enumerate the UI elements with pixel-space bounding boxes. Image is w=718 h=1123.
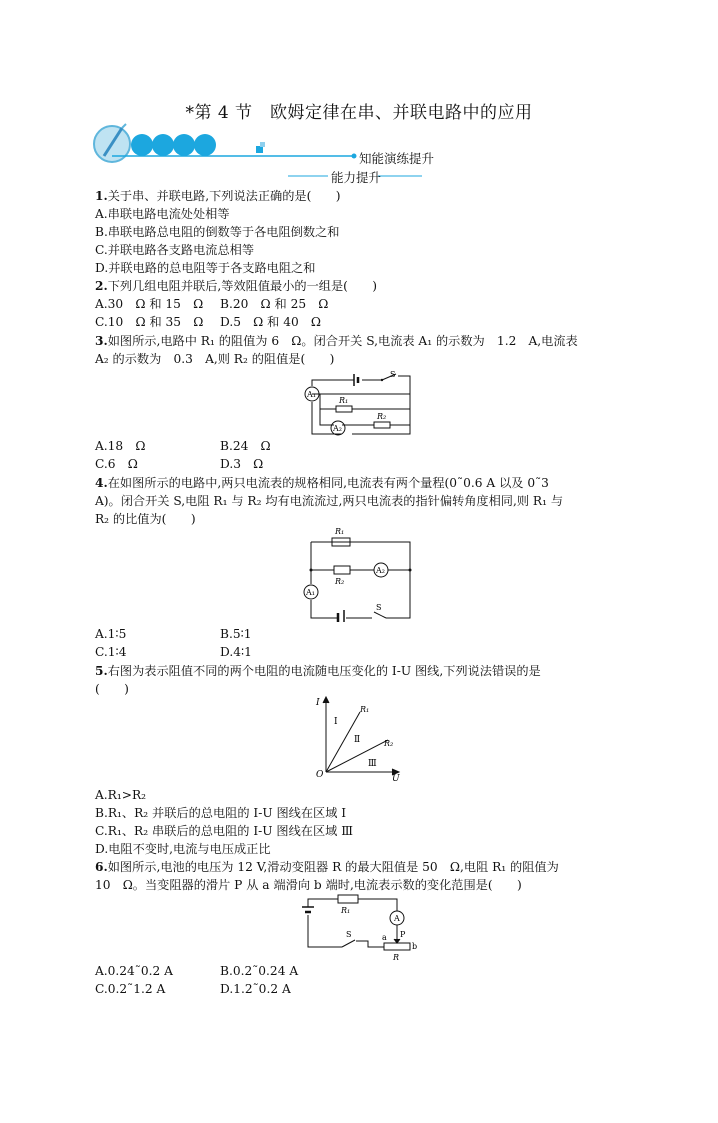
question-text: 如图所示,电池的电压为 12 V,滑动变阻器 R 的最大阻值是 50 Ω,电阻 R₁ 的阻值为: [107, 860, 559, 874]
svg-text:P: P: [400, 930, 406, 939]
iu-graph-q5: [312, 692, 404, 782]
question-number: 1.: [95, 189, 108, 203]
question-4: [95, 474, 549, 492]
option: A.R₁>R₂: [95, 788, 147, 802]
page-title: *第 4 节 欧姆定律在串、并联电路中的应用: [185, 103, 533, 123]
svg-text:R: R: [393, 953, 400, 961]
question-text: 右图为表示阻值不同的两个电阻的电流随电压变化的 I-U 图线,下列说法错误的是: [107, 664, 541, 678]
option: B.5∶1: [220, 627, 252, 641]
option: D.3 Ω: [220, 457, 264, 471]
svg-text:S: S: [376, 603, 382, 612]
question-number: 5.: [95, 664, 108, 678]
option: D.电阻不变时,电流与电压成正比: [95, 842, 271, 856]
option: C.0.2˜1.2 A: [95, 982, 166, 996]
svg-text:O: O: [316, 770, 324, 780]
option: A.0.24˜0.2 A: [95, 964, 173, 978]
svg-text:A: A: [394, 914, 400, 923]
svg-text:I: I: [316, 698, 320, 708]
option: A.30 Ω 和 15 Ω: [95, 297, 204, 311]
svg-text:Ⅰ: Ⅰ: [334, 717, 338, 727]
option: A.18 Ω: [95, 439, 146, 453]
banner-dot-icon: [131, 134, 153, 156]
option: D.1.2˜0.2 A: [220, 982, 291, 996]
option: C.10 Ω 和 35 Ω: [95, 315, 204, 329]
svg-text:Ⅲ: Ⅲ: [368, 759, 377, 769]
svg-text:A₁: A₁: [306, 588, 315, 597]
circuit-diagram-q4: [298, 522, 418, 622]
svg-text:S: S: [346, 930, 352, 939]
svg-text:a: a: [382, 933, 387, 942]
option: C.R₁、R₂ 串联后的总电阻的 I-U 图线在区域 Ⅲ: [95, 824, 353, 838]
option: C.并联电路各支路电流总相等: [95, 243, 255, 257]
option: C.1∶4: [95, 645, 127, 659]
option: B.0.2˜0.24 A: [220, 964, 299, 978]
svg-text:A₂: A₂: [376, 566, 385, 575]
question-text: ( ): [95, 682, 129, 696]
question-text: R₂ 的比值为( ): [95, 512, 196, 526]
svg-text:R₂: R₂: [377, 412, 387, 421]
question-number: 3.: [95, 334, 108, 348]
svg-text:R₁: R₁: [339, 396, 349, 405]
svg-text:Ⅱ: Ⅱ: [354, 735, 361, 745]
option: B.20 Ω 和 25 Ω: [220, 297, 329, 311]
question-text: A)。闭合开关 S,电阻 R₁ 与 R₂ 均有电流流过,两只电流表的指针偏转角度相同,则 R₁ 与: [95, 494, 564, 508]
circuit-diagram-q3: [298, 370, 418, 438]
option: A.1∶5: [95, 627, 127, 641]
svg-text:R₁: R₁: [335, 527, 345, 536]
svg-text:R₁: R₁: [360, 705, 370, 714]
svg-text:R₂: R₂: [335, 577, 345, 586]
option: A.串联电路电流处处相等: [95, 207, 230, 221]
subsection-label: 能力提升: [331, 170, 382, 185]
question-2: [95, 277, 377, 295]
option: D.4∶1: [220, 645, 252, 659]
svg-text:A₁: A₁: [307, 390, 316, 399]
option: B.24 Ω: [220, 439, 271, 453]
question-text: 下列几组电阻并联后,等效阻值最小的一组是( ): [107, 279, 378, 293]
option: B.R₁、R₂ 并联后的总电阻的 I-U 图线在区域 Ⅰ: [95, 806, 347, 820]
question-number: 2.: [95, 279, 108, 293]
option: D.5 Ω 和 40 Ω: [220, 315, 321, 329]
question-text: 如图所示,电路中 R₁ 的阻值为 6 Ω。闭合开关 S,电流表 A₁ 的示数为 1.2 A,电流表: [107, 334, 578, 348]
svg-text:A₂: A₂: [333, 424, 342, 433]
svg-text:U: U: [392, 774, 400, 782]
question-5: [95, 662, 541, 680]
option: D.并联电路的总电阻等于各支路电阻之和: [95, 261, 316, 275]
svg-text:S: S: [390, 370, 396, 379]
section-label: 知能演练提升: [359, 151, 435, 166]
question-1: [95, 187, 341, 205]
svg-text:R₁: R₁: [341, 906, 351, 915]
svg-text:R₂: R₂: [384, 739, 394, 748]
question-text: 10 Ω。当变阻器的滑片 P 从 a 端滑向 b 端时,电流表示数的变化范围是( ): [95, 878, 522, 892]
question-6: [95, 858, 559, 876]
question-text: 关于串、并联电路,下列说法正确的是( ): [107, 189, 341, 203]
question-number: 4.: [95, 476, 108, 490]
option: C.6 Ω: [95, 457, 138, 471]
circuit-diagram-q6: [298, 893, 418, 961]
option: B.串联电路总电阻的倒数等于各电阻倒数之和: [95, 225, 340, 239]
question-3: [95, 332, 578, 350]
question-text: 在如图所示的电路中,两只电流表的规格相同,电流表有两个量程(0˜0.6 A 以及 0˜3: [107, 476, 549, 490]
question-number: 6.: [95, 860, 108, 874]
svg-text:b: b: [412, 942, 418, 951]
question-text: A₂ 的示数为 0.3 A,则 R₂ 的阻值是( ): [95, 352, 335, 366]
